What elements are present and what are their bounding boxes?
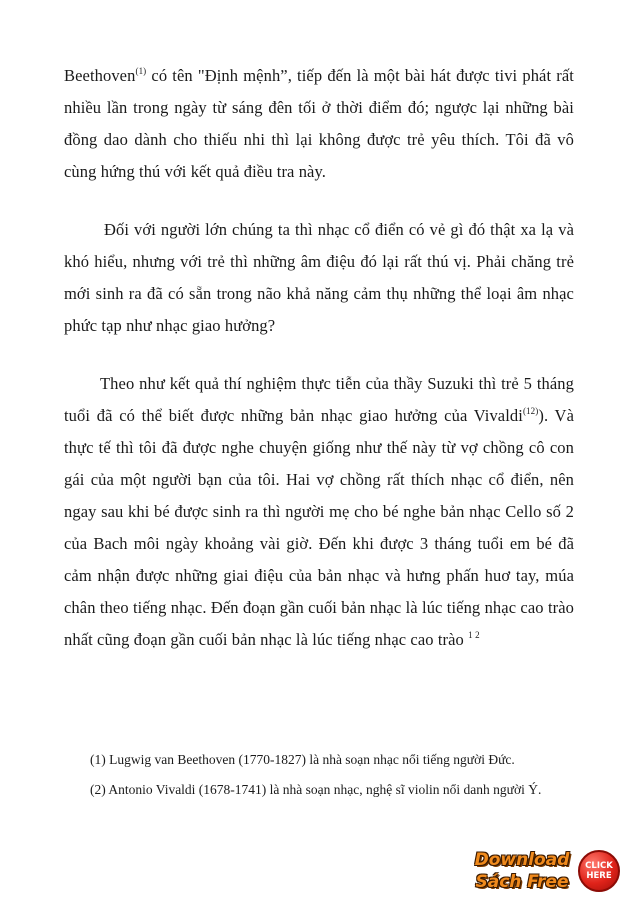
download-badge[interactable]: [462, 848, 622, 898]
paragraph-1: [64, 60, 574, 188]
paragraph-3-rest: ). Và thực tế thì tôi đã được nghe chuyện giống như thế này từ vợ chồng cô con gái của một người bạn của tôi. Hai vợ chồng rất thích nhạc cổ điển, nên ngay sau khi bé được sinh ra thì người mẹ cho bé nghe bản nhạc Cello số 2 của Bach môi ngày khoảng vài giờ. Đến khi được 3 tháng tuổi em bé đã cảm nhận được những giai điệu của bản nhạc và hưng phấn huơ tay, múa chân theo tiếng nhạc. Đến đoạn gần cuối bản nhạc là lúc tiếng nhạc cao trào nhất cũng đoạn gần cuối bản nhạc là lúc tiếng nhạc cao trào: [64, 406, 574, 649]
badge-sach-free-text: Sách Free: [475, 872, 569, 892]
footnote-1: (1) Lugwig van Beethoven (1770-1827) là nhà soạn nhạc nổi tiếng người Đức.: [90, 752, 515, 767]
click-here-button[interactable]: [578, 850, 620, 892]
click-label: CLICK: [585, 861, 613, 871]
footnote-ref-2: (12): [522, 406, 539, 416]
page-marker: 1 2: [468, 630, 480, 640]
paragraph-3: [64, 368, 574, 656]
footnote-ref-1: (1): [135, 66, 147, 76]
paragraph-1-rest: có tên "Định mệnh”, tiếp đến là một bài hát được tivi phát rất nhiều lần trong ngày từ sáng đên tối ở thời điểm đó; ngược lại những bài đồng dao dành cho thiếu nhi thì lại không được trẻ yêu thích. Tôi đã vô cùng hứng thú với kết quả điều tra này.: [64, 66, 574, 181]
paragraph-2: Đối với người lớn chúng ta thì nhạc cổ điển có vẻ gì đó thật xa lạ và khó hiểu, nhưng với trẻ thì những âm điệu đó lại rất thú vị. Phải chăng trẻ mới sinh ra đã có sẵn trong não khả năng cảm thụ những thể loại âm nhạc phức tạp như nhạc giao hưởng?: [64, 220, 574, 335]
badge-download-text: Download: [474, 850, 570, 870]
document-body: [64, 60, 574, 682]
footnotes: [64, 748, 544, 808]
footnote-2: (2) Antonio Vivaldi (1678-1741) là nhà soạn nhạc, nghệ sĩ violin nổi danh người Ý.: [90, 782, 542, 797]
paragraph-1-start: Beethoven: [64, 66, 136, 85]
paragraph-3-start: Theo như kết quả thí nghiệm thực tiễn của thầy Suzuki thì trẻ 5 tháng tuổi đã có thể biết được những bản nhạc giao hưởng của Vivaldi: [64, 374, 574, 425]
here-label: HERE: [586, 871, 612, 881]
